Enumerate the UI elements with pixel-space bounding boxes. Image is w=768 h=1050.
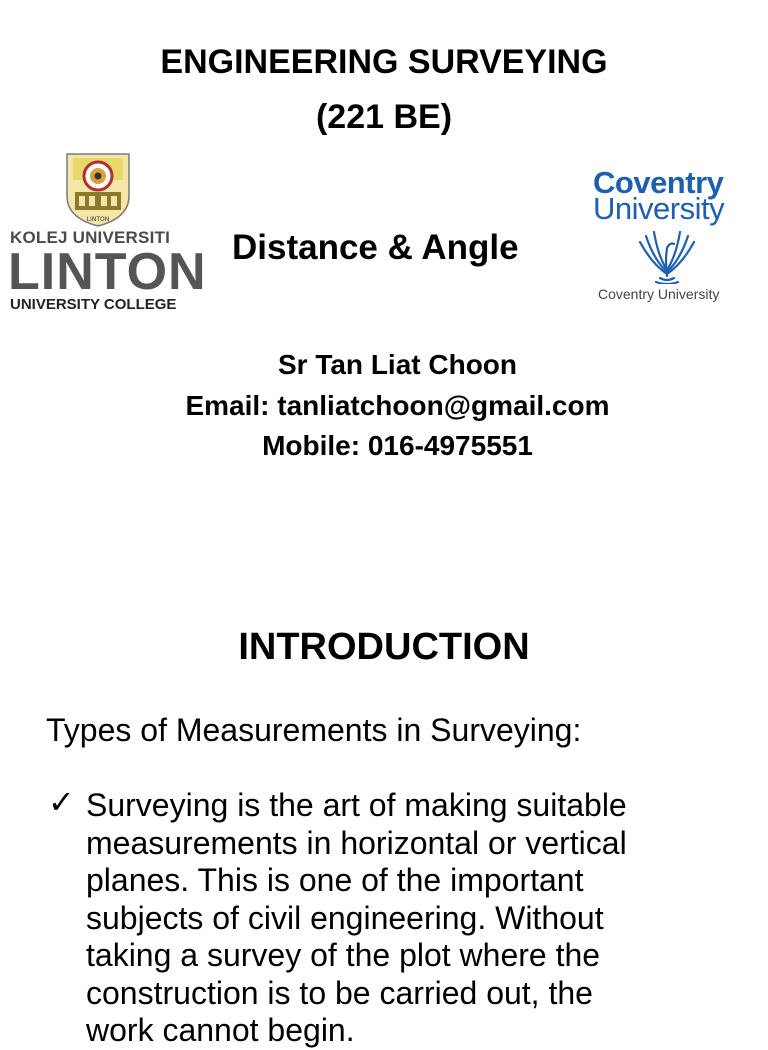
coventry-logo [588,166,758,306]
bullet-paragraph [86,787,746,1050]
bullet-line: taking a survey of the plot where the [86,937,601,973]
bullet-line: subjects of civil engineering. Without [86,899,604,936]
check-icon: ✓ [48,784,75,820]
intro-text: Types of Measurements in Surveying: [46,712,582,748]
svg-text:LINTON: LINTON [86,216,110,223]
bullet-line: work cannot begin. [86,1012,355,1048]
coventry-logo-caption: Coventry University [598,286,720,302]
bullet-line: measurements in horizontal or vertical [86,824,627,861]
linton-logo-line1: KOLEJ UNIVERSITI [10,228,171,247]
course-title: ENGINEERING SURVEYING [160,43,608,81]
coventry-logo-word2: University [593,191,725,226]
linton-logo-line3: UNIVERSITY COLLEGE [10,296,177,313]
author-name: Sr Tan Liat Choon [277,349,518,380]
coventry-logo-word1: Coventry [593,165,724,200]
bullet-line: construction is to be carried out, the [86,974,593,1011]
linton-crest-icon [63,152,133,228]
lecture-subtitle: Distance & Angle [232,228,519,267]
linton-logo-name: LINTON [8,243,207,301]
author-email: Email: tanliatchoon@gmail.com [185,390,610,421]
introduction-heading: INTRODUCTION [238,626,530,668]
bullet-line: Surveying is the art of making suitable [86,787,627,823]
linton-logo [8,152,207,317]
phoenix-icon [632,224,702,284]
author-mobile: Mobile: 016-4975551 [262,430,533,461]
course-code: (221 BE) [315,98,453,136]
bullet-line: planes. This is one of the important [86,862,584,898]
